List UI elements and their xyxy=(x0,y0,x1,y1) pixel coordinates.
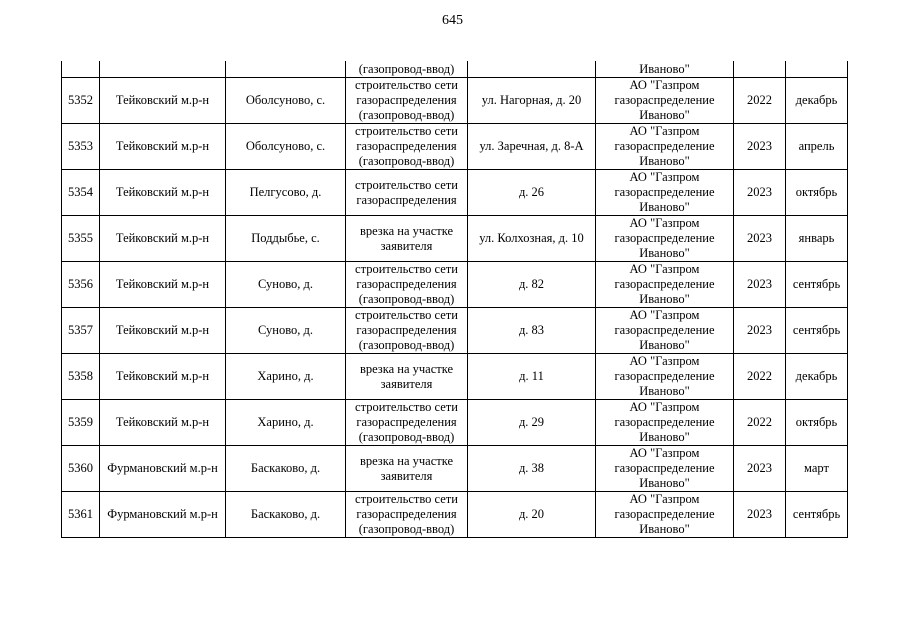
cell-work-line: строительство сети xyxy=(355,308,458,322)
table-row xyxy=(62,308,848,354)
cell-month: апрель xyxy=(786,124,848,170)
cell-work-line: (газопровод-ввод) xyxy=(358,430,455,444)
cell-year: 2023 xyxy=(734,308,786,354)
cell-address: д. 26 xyxy=(468,170,596,216)
cell-org-line: АО "Газпром xyxy=(629,170,700,184)
cell-work xyxy=(346,78,468,124)
cell-district: Фурмановский м.р-н xyxy=(100,492,226,538)
cell-org-line: Иваново" xyxy=(639,522,690,536)
cell-work-line: (газопровод-ввод) xyxy=(358,338,455,352)
cell-org-line: Иваново" xyxy=(639,292,690,306)
cell-org-line: Иваново" xyxy=(639,384,690,398)
cell-month: январь xyxy=(786,216,848,262)
cell-locality: Оболсуново, с. xyxy=(226,124,346,170)
table-row xyxy=(62,61,848,78)
table-row xyxy=(62,78,848,124)
cell-org xyxy=(596,216,734,262)
table-row xyxy=(62,400,848,446)
cell-month: сентябрь xyxy=(786,308,848,354)
cell-num: 5358 xyxy=(62,354,100,400)
cell-locality: Суново, д. xyxy=(226,308,346,354)
cell-org-line: газораспределение xyxy=(614,415,715,429)
cell-month: декабрь xyxy=(786,354,848,400)
cell-month: сентябрь xyxy=(786,262,848,308)
cell-work xyxy=(346,124,468,170)
cell-district: Тейковский м.р-н xyxy=(100,354,226,400)
cell-work xyxy=(346,400,468,446)
cell-work: (газопровод-ввод) xyxy=(346,61,468,78)
table-row xyxy=(62,354,848,400)
cell-work-line: (газопровод-ввод) xyxy=(358,108,455,122)
cell-num xyxy=(62,61,100,78)
cell-org-line: АО "Газпром xyxy=(629,78,700,92)
cell-address: ул. Заречная, д. 8-А xyxy=(468,124,596,170)
cell-year: 2023 xyxy=(734,216,786,262)
cell-work-line: газораспределения xyxy=(356,192,457,207)
cell-org-line: газораспределение xyxy=(614,369,715,383)
cell-locality: Харино, д. xyxy=(226,354,346,400)
table-row xyxy=(62,216,848,262)
cell-work-line: заявителя xyxy=(380,376,433,391)
cell-org-line: газораспределение xyxy=(614,461,715,475)
cell-month: март xyxy=(786,446,848,492)
cell-org: Иваново" xyxy=(596,61,734,78)
cell-num: 5355 xyxy=(62,216,100,262)
cell-org-line: АО "Газпром xyxy=(629,400,700,414)
cell-org-line: Иваново" xyxy=(639,246,690,260)
cell-org-line: газораспределение xyxy=(614,507,715,521)
cell-org-line: АО "Газпром xyxy=(629,308,700,322)
table-row xyxy=(62,446,848,492)
cell-org xyxy=(596,354,734,400)
cell-locality: Пелгусово, д. xyxy=(226,170,346,216)
cell-work-line: строительство сети xyxy=(355,124,458,138)
cell-org-line: Иваново" xyxy=(639,430,690,444)
cell-work-line: газораспределения xyxy=(356,93,457,107)
cell-district: Тейковский м.р-н xyxy=(100,308,226,354)
cell-month: октябрь xyxy=(786,170,848,216)
cell-locality: Харино, д. xyxy=(226,400,346,446)
cell-work-line: заявителя xyxy=(380,238,433,253)
cell-work-line: (газопровод-ввод) xyxy=(358,522,455,536)
cell-year: 2023 xyxy=(734,124,786,170)
cell-locality: Суново, д. xyxy=(226,262,346,308)
cell-org-line: газораспределение xyxy=(614,277,715,291)
cell-org-line: газораспределение xyxy=(614,185,715,199)
cell-num: 5361 xyxy=(62,492,100,538)
cell-month: октябрь xyxy=(786,400,848,446)
cell-org xyxy=(596,492,734,538)
gasification-table xyxy=(61,61,848,538)
cell-org-line: Иваново" xyxy=(639,108,690,122)
cell-district: Тейковский м.р-н xyxy=(100,78,226,124)
cell-work xyxy=(346,262,468,308)
cell-org-line: АО "Газпром xyxy=(629,124,700,138)
cell-org-line: Иваново" xyxy=(639,154,690,168)
cell-org-line: АО "Газпром xyxy=(629,216,700,230)
cell-org-line: АО "Газпром xyxy=(629,492,700,506)
cell-work xyxy=(346,170,468,216)
cell-org-line: АО "Газпром xyxy=(629,262,700,276)
cell-work xyxy=(346,216,468,262)
table-row xyxy=(62,262,848,308)
cell-work-line: строительство сети xyxy=(355,262,458,276)
cell-year: 2022 xyxy=(734,78,786,124)
cell-address: ул. Нагорная, д. 20 xyxy=(468,78,596,124)
cell-district: Тейковский м.р-н xyxy=(100,262,226,308)
table-row xyxy=(62,492,848,538)
cell-num: 5356 xyxy=(62,262,100,308)
cell-address: д. 82 xyxy=(468,262,596,308)
cell-locality: Поддыбье, с. xyxy=(226,216,346,262)
cell-org-line: Иваново" xyxy=(639,200,690,214)
cell-org-line: Иваново" xyxy=(639,338,690,352)
cell-year: 2023 xyxy=(734,446,786,492)
cell-num: 5352 xyxy=(62,78,100,124)
cell-work-line: газораспределения xyxy=(356,277,457,291)
cell-work xyxy=(346,354,468,400)
cell-address: д. 83 xyxy=(468,308,596,354)
table-row xyxy=(62,124,848,170)
cell-org xyxy=(596,124,734,170)
page-number: 645 xyxy=(442,13,463,28)
cell-work-line: врезка на участке xyxy=(359,223,454,238)
cell-num: 5360 xyxy=(62,446,100,492)
cell-month xyxy=(786,61,848,78)
cell-org xyxy=(596,308,734,354)
cell-num: 5359 xyxy=(62,400,100,446)
cell-org-line: газораспределение xyxy=(614,139,715,153)
cell-work-line: врезка на участке xyxy=(359,453,454,468)
cell-address: д. 38 xyxy=(468,446,596,492)
cell-work-line: строительство сети xyxy=(355,78,458,92)
cell-work-line: врезка на участке xyxy=(359,361,454,376)
cell-org xyxy=(596,262,734,308)
cell-locality: Оболсуново, с. xyxy=(226,78,346,124)
cell-org-line: газораспределение xyxy=(614,231,715,245)
cell-district: Тейковский м.р-н xyxy=(100,124,226,170)
cell-work-line: газораспределения xyxy=(356,507,457,521)
cell-address xyxy=(468,61,596,78)
cell-work-line: строительство сети xyxy=(355,400,458,414)
cell-district: Тейковский м.р-н xyxy=(100,216,226,262)
cell-month: сентябрь xyxy=(786,492,848,538)
cell-num: 5357 xyxy=(62,308,100,354)
cell-address: д. 11 xyxy=(468,354,596,400)
cell-num: 5353 xyxy=(62,124,100,170)
cell-address: д. 29 xyxy=(468,400,596,446)
cell-year: 2023 xyxy=(734,262,786,308)
cell-work-line: заявителя xyxy=(380,468,433,483)
cell-year: 2022 xyxy=(734,354,786,400)
cell-work-line: (газопровод-ввод) xyxy=(358,154,455,168)
cell-work-line: газораспределения xyxy=(356,415,457,429)
cell-work-line: строительство сети xyxy=(355,177,458,192)
cell-district: Тейковский м.р-н xyxy=(100,400,226,446)
cell-month: декабрь xyxy=(786,78,848,124)
cell-org-line: газораспределение xyxy=(614,323,715,337)
table-body xyxy=(62,61,848,538)
cell-district: Тейковский м.р-н xyxy=(100,170,226,216)
cell-work xyxy=(346,492,468,538)
cell-district xyxy=(100,61,226,78)
table-row xyxy=(62,170,848,216)
cell-work-line: газораспределения xyxy=(356,323,457,337)
cell-org xyxy=(596,170,734,216)
cell-org xyxy=(596,400,734,446)
cell-org xyxy=(596,78,734,124)
cell-locality: Баскаково, д. xyxy=(226,446,346,492)
cell-org-line: Иваново" xyxy=(639,476,690,490)
cell-work-line: строительство сети xyxy=(355,492,458,506)
cell-locality xyxy=(226,61,346,78)
cell-year: 2022 xyxy=(734,400,786,446)
cell-address: д. 20 xyxy=(468,492,596,538)
cell-org-line: АО "Газпром xyxy=(629,446,700,460)
cell-year xyxy=(734,61,786,78)
cell-work xyxy=(346,446,468,492)
cell-num: 5354 xyxy=(62,170,100,216)
cell-org-line: АО "Газпром xyxy=(629,354,700,368)
cell-locality: Баскаково, д. xyxy=(226,492,346,538)
cell-org xyxy=(596,446,734,492)
cell-year: 2023 xyxy=(734,492,786,538)
cell-work xyxy=(346,308,468,354)
cell-org-line: газораспределение xyxy=(614,93,715,107)
cell-address: ул. Колхозная, д. 10 xyxy=(468,216,596,262)
cell-work-line: (газопровод-ввод) xyxy=(358,292,455,306)
cell-work-line: газораспределения xyxy=(356,139,457,153)
cell-district: Фурмановский м.р-н xyxy=(100,446,226,492)
cell-year: 2023 xyxy=(734,170,786,216)
